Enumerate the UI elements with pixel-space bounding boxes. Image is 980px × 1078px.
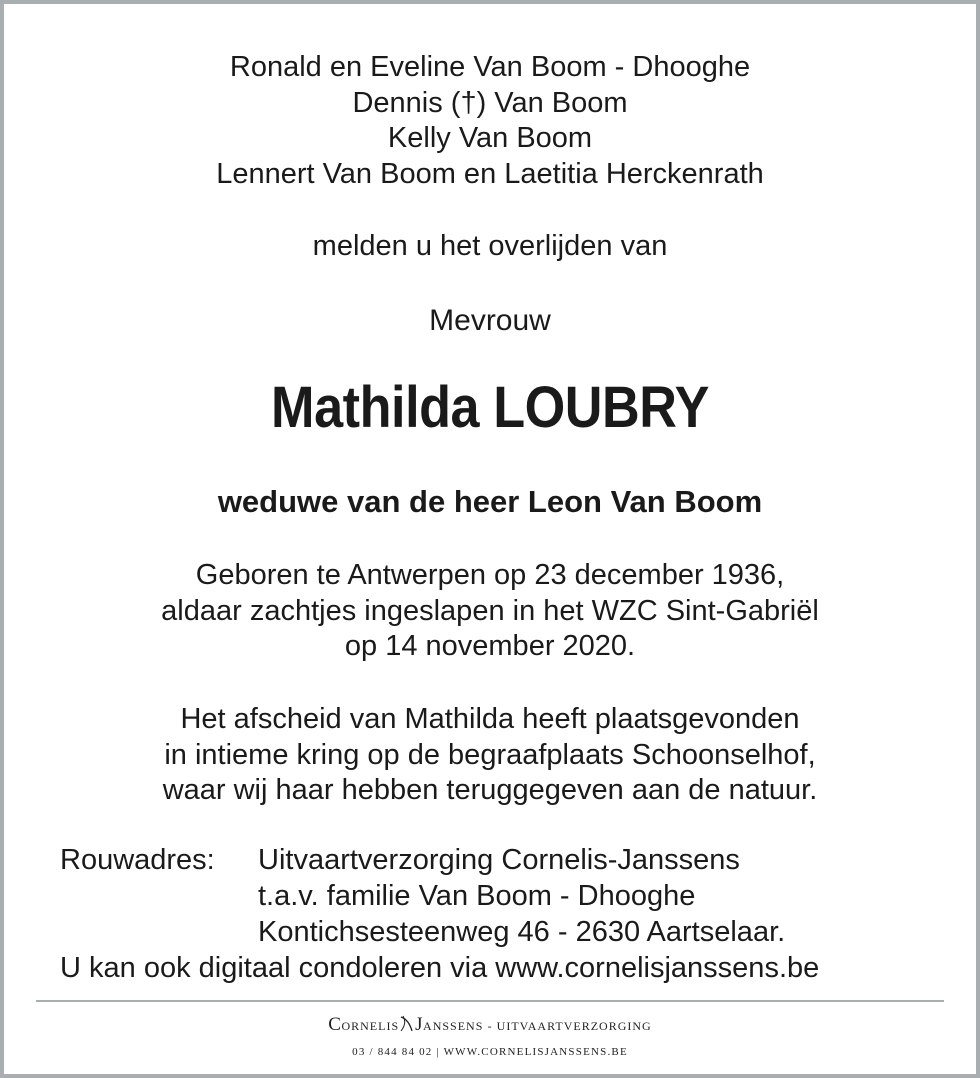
family-line: Kelly Van Boom	[387, 122, 593, 154]
address-line: Uitvaartverzorging Cornelis-Janssens	[258, 844, 740, 876]
family-line: Lennert Van Boom en Laetitia Herckenrath	[216, 157, 764, 190]
detail-line: aldaar zachtjes ingeslapen in het WZC Sint-Gabriël	[161, 594, 819, 627]
condolence-text: U kan ook digitaal condoleren via www.cornelisjanssens.be	[60, 952, 820, 984]
deceased-name: Mathilda LOUBRY	[271, 375, 709, 440]
divider	[36, 1000, 944, 1002]
family-list	[0, 50, 980, 192]
address-lines	[258, 842, 785, 950]
address-line: Kontichsesteenweg 46 - 2630 Aartselaar.	[258, 916, 786, 948]
announcement-text: melden u het overlijden van	[312, 230, 668, 262]
detail-line: Het afscheid van Mathilda heeft plaatsgevonden	[180, 703, 800, 735]
funeral-home-footer	[0, 1014, 980, 1058]
detail-line: waar wij haar hebben teruggegeven aan de natuur.	[162, 774, 818, 806]
family-line: Dennis (†) Van Boom	[352, 86, 628, 119]
brand-logo: CORNELIS JANSSENS - UITVAARTVERZORGING	[0, 1014, 980, 1038]
birth-death-details	[0, 558, 980, 665]
family-line: Ronald en Eveline Van Boom - Dhooghe	[229, 51, 751, 83]
widow-line: weduwe van de heer Leon Van Boom	[217, 484, 763, 519]
farewell-details	[0, 702, 980, 809]
leaf-swoosh-icon	[400, 1015, 414, 1038]
detail-line: in intieme kring op de begraafplaats Schoonselhof,	[164, 738, 816, 771]
address-line: t.a.v. familie Van Boom - Dhooghe	[258, 880, 696, 912]
funeral-home-contact: 03 / 844 84 02 | WWW.CORNELISJANSSENS.BE	[352, 1046, 628, 1058]
address-label: Rouwadres:	[60, 844, 215, 876]
honorific-title: Mevrouw	[429, 304, 551, 337]
detail-line: op 14 november 2020.	[344, 630, 636, 662]
detail-line: Geboren te Antwerpen op 23 december 1936,	[195, 559, 785, 591]
